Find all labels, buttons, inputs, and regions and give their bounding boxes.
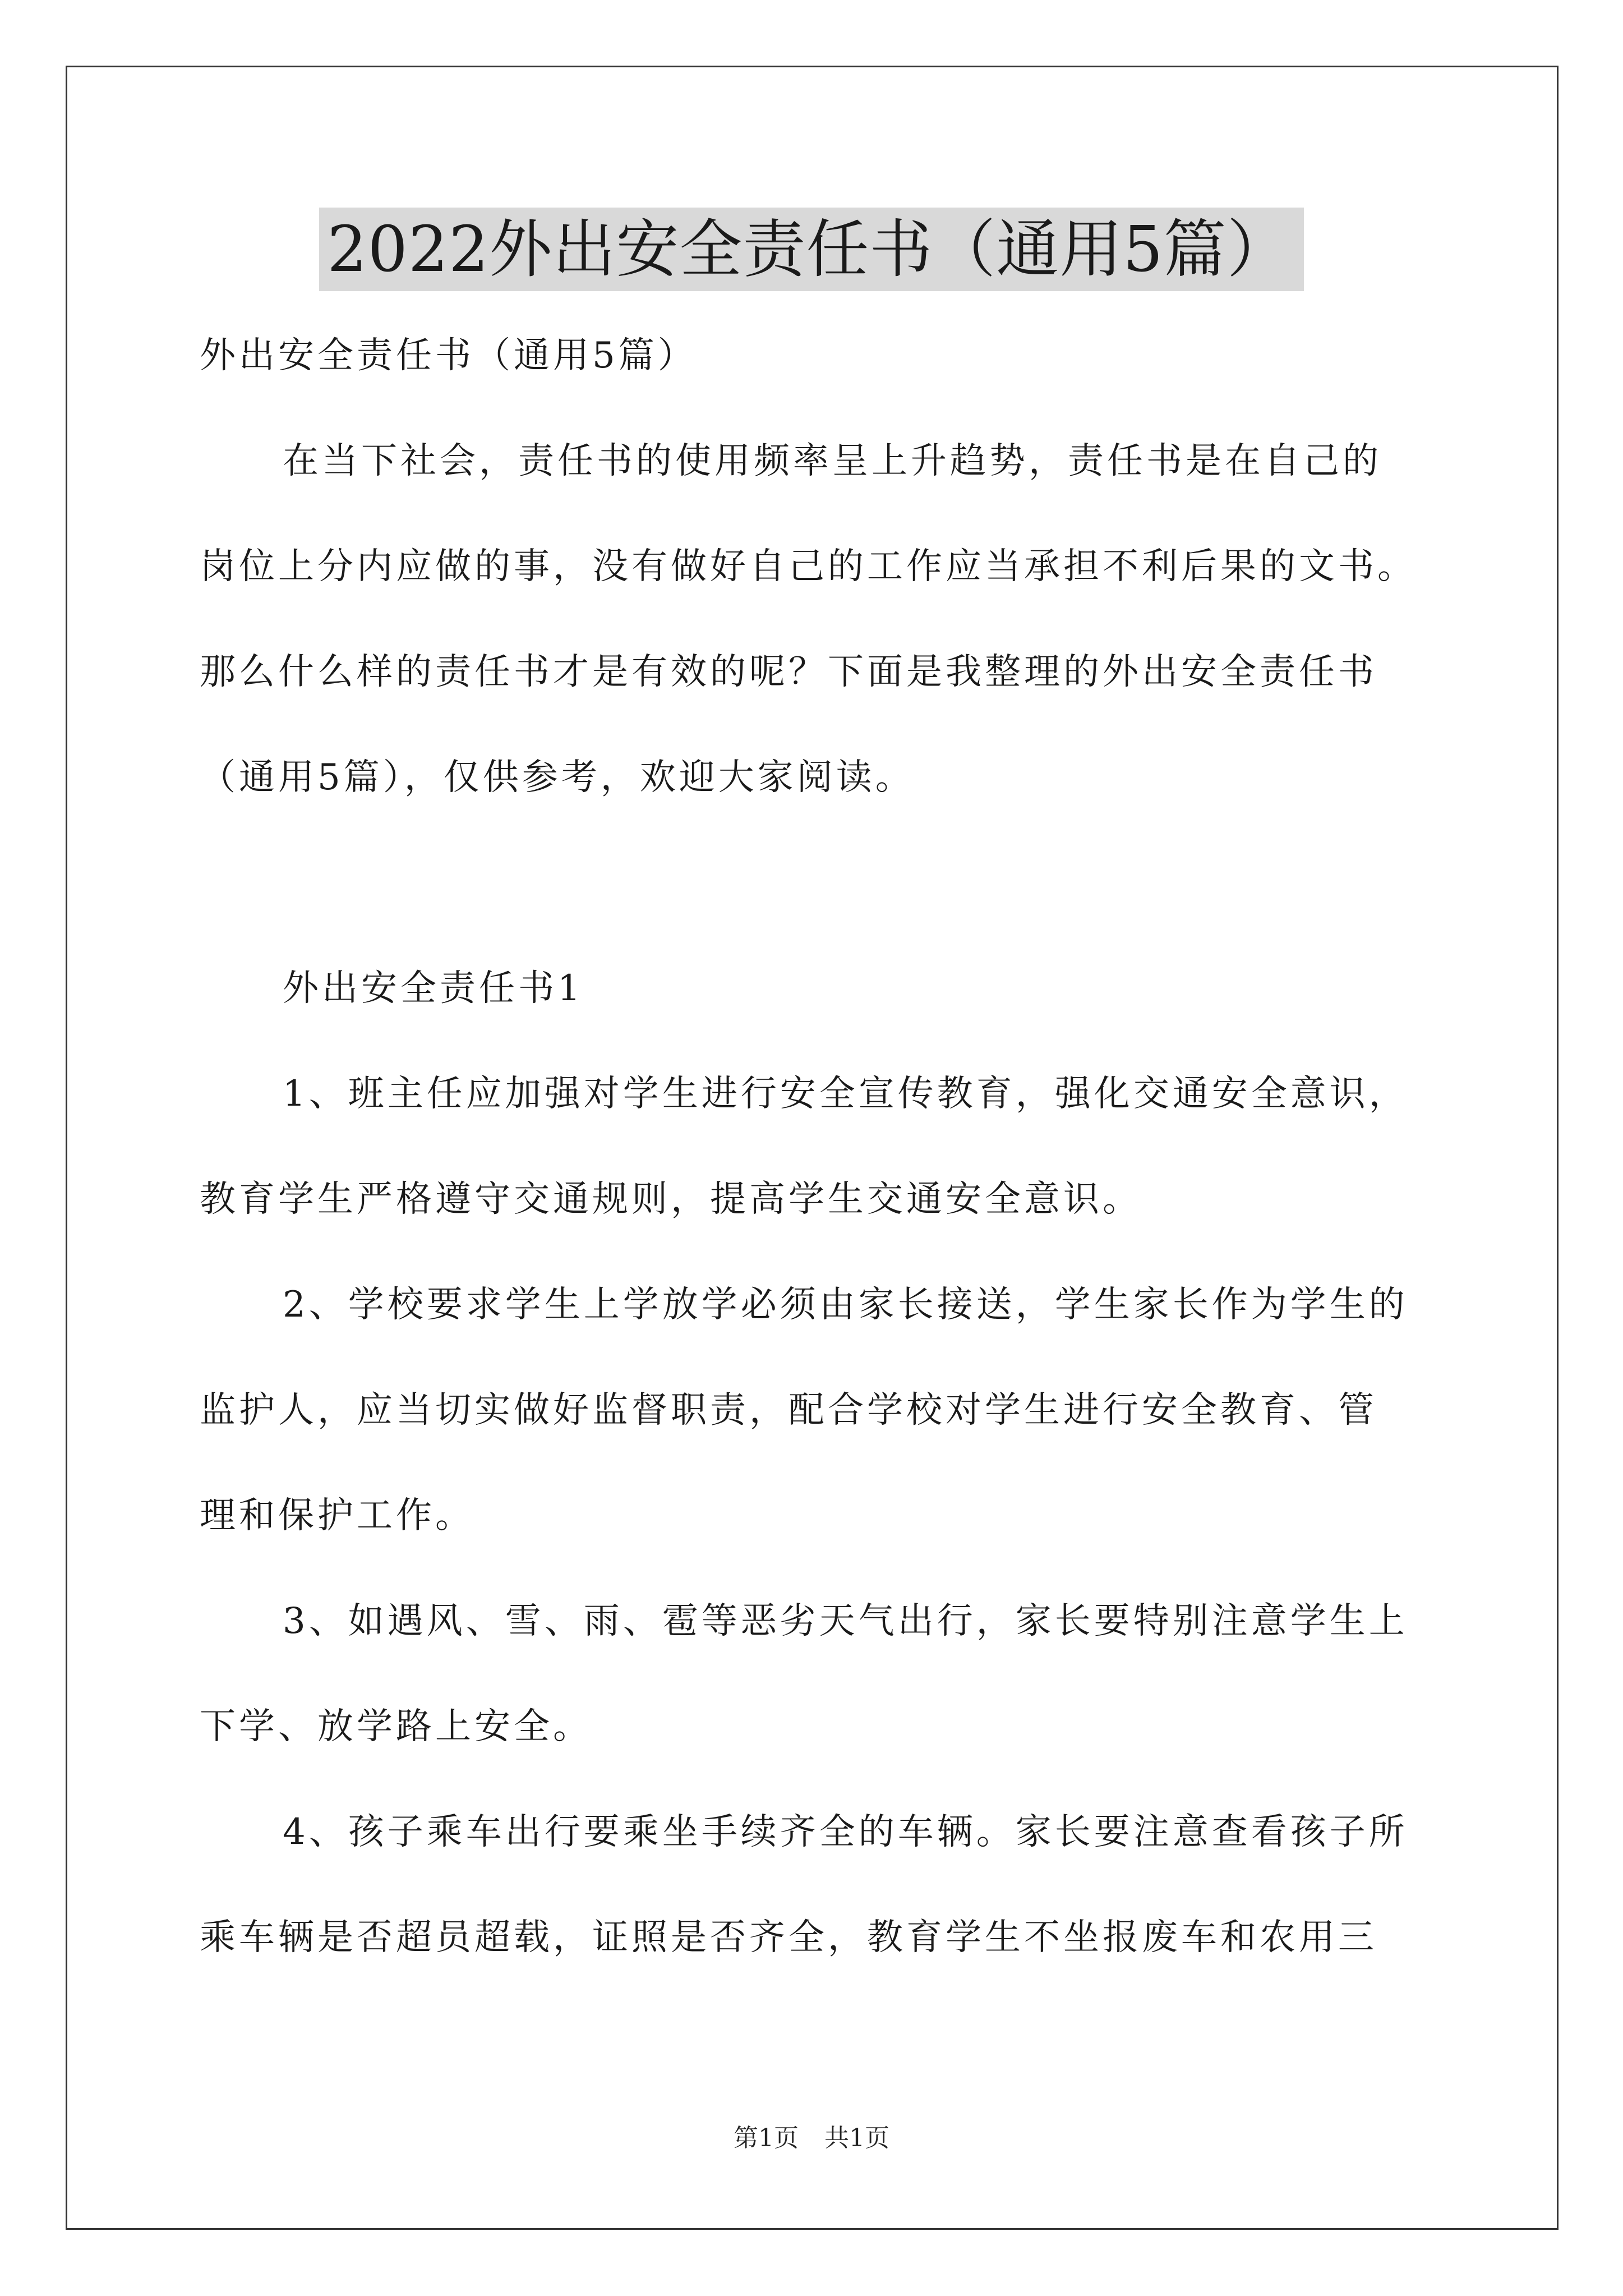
item-line: 3、如遇风、雪、雨、雹等恶劣天气出行，家长要特别注意学生上 [283, 1600, 1408, 1642]
title-container [0, 208, 1623, 291]
item-line: 1、班主任应加强对学生进行安全宣传教育，强化交通安全意识， [283, 1073, 1408, 1115]
item-line: 2、学校要求学生上学放学必须由家长接送，学生家长作为学生的 [283, 1284, 1408, 1326]
document-body [200, 303, 1450, 1990]
item-line: 4、孩子乘车出行要乘坐手续齐全的车辆。家长要注意查看孩子所 [283, 1811, 1408, 1853]
document-title: 2022外出安全责任书（通用5篇） [319, 208, 1303, 291]
item-line: 教育学生严格遵守交通规则，提高学生交通安全意识。 [200, 1179, 1142, 1220]
intro-line: （通用5篇），仅供参考，欢迎大家阅读。 [200, 757, 915, 798]
intro-line: 岗位上分内应做的事，没有做好自己的工作应当承担不利后果的文书。 [200, 546, 1417, 587]
page-footer [0, 2122, 1623, 2155]
paragraph-gap [200, 830, 1450, 936]
item-line: 理和保护工作。 [200, 1495, 474, 1536]
section-heading: 外出安全责任书1 [283, 968, 584, 1009]
page-number-total: 共1页 [824, 2124, 889, 2152]
item-line: 下学、放学路上安全。 [200, 1706, 592, 1747]
intro-line: 在当下社会，责任书的使用频率呈上升趋势，责任书是在自己的 [283, 440, 1382, 482]
page-number-current: 第1页 [734, 2124, 799, 2152]
document-subtitle: 外出安全责任书（通用5篇） [200, 335, 697, 376]
item-line: 乘车辆是否超员超载，证照是否齐全，教育学生不坐报废车和农用三 [200, 1917, 1377, 1958]
item-line: 监护人，应当切实做好监督职责，配合学校对学生进行安全教育、管 [200, 1389, 1377, 1431]
intro-line: 那么什么样的责任书才是有效的呢？下面是我整理的外出安全责任书 [200, 651, 1377, 693]
